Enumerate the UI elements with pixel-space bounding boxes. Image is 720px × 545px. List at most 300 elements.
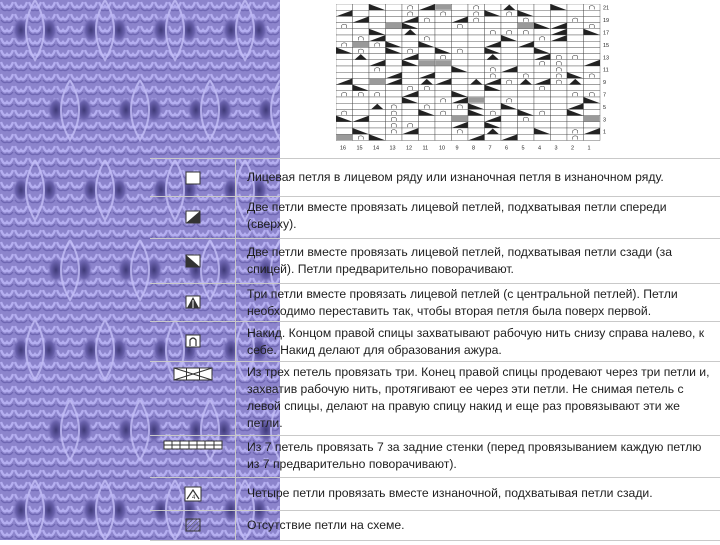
chart-cell [402, 41, 419, 47]
no-stitch-icon [150, 510, 235, 540]
chart-cell [551, 85, 568, 91]
chart-row-number: 15 [603, 42, 610, 49]
chart-cell [369, 78, 386, 84]
chart-cell [452, 78, 469, 84]
chart-cell [584, 91, 601, 97]
chart-cell [468, 122, 485, 128]
symbol-legend-table [150, 158, 720, 540]
chart-stitch-number: 9 [455, 145, 459, 152]
chart-cell [369, 41, 386, 47]
chart-cell [534, 134, 551, 140]
chart-cell [501, 116, 518, 122]
chart-cell [551, 66, 568, 72]
chart-cell [584, 60, 601, 66]
chart-cell [485, 23, 502, 29]
chart-cell [369, 128, 386, 134]
chart-cell [485, 122, 502, 128]
chart-cell [386, 23, 403, 29]
legend-row [150, 477, 720, 511]
chart-cell [534, 60, 551, 66]
chart-stitch-number: 2 [571, 145, 575, 152]
legend-text: Накид. Концом правой спицы захватывают рабочую нить снизу справа налево, к себе. Накид делают для образования ажура. [247, 326, 705, 357]
chart-cell [353, 47, 370, 53]
chart-cell [336, 122, 353, 128]
chart-cell [551, 54, 568, 60]
chart-cell [485, 4, 502, 10]
chart-cell [501, 35, 518, 41]
chart-cell [501, 109, 518, 115]
chart-cell [452, 122, 469, 128]
chart-cell [468, 85, 485, 91]
chart-cell [419, 128, 436, 134]
chart-cell [584, 47, 601, 53]
chart-cell [534, 16, 551, 22]
chart-cell [501, 47, 518, 53]
chart-cell [551, 72, 568, 78]
chart-cell [518, 41, 535, 47]
chart-cell [386, 41, 403, 47]
chart-cell [534, 66, 551, 72]
legend-text: Из трех петель провязать три. Конец правой спицы продевают через три петли и, захватив рабочую нить, протягивают ее через эти петли. Не снимая петель с левой спицы, делают на правую спицу накид и еще раз провязывают эти же петли. [247, 365, 710, 430]
chart-cell [534, 54, 551, 60]
chart-cell [567, 72, 584, 78]
chart-cell [369, 35, 386, 41]
chart-cell [567, 66, 584, 72]
chart-row-number: 17 [603, 30, 610, 37]
chart-cell [518, 97, 535, 103]
chart-cell [369, 54, 386, 60]
chart-cell [567, 103, 584, 109]
chart-stitch-number: 6 [505, 145, 509, 152]
chart-cell [551, 116, 568, 122]
chart-stitch-number: 11 [422, 145, 429, 152]
chart-cell [419, 29, 436, 35]
chart-cell [419, 35, 436, 41]
p4tog-back-icon [150, 477, 235, 510]
chart-cell [468, 116, 485, 122]
chart-cell [584, 97, 601, 103]
chart-cell [419, 60, 436, 66]
chart-cell [435, 23, 452, 29]
chart-cell [584, 29, 601, 35]
chart-cell [534, 91, 551, 97]
legend-row [150, 321, 720, 362]
chart-cell [402, 103, 419, 109]
chart-cell [534, 128, 551, 134]
chart-cell [584, 85, 601, 91]
legend-text: Две петли вместе провязать лицевой петлей, подхватывая петли спереди (сверху). [247, 200, 667, 231]
chart-cell [419, 134, 436, 140]
chart-cell [353, 72, 370, 78]
chart-cell [402, 134, 419, 140]
chart-cell [567, 134, 584, 140]
chart-cell [584, 4, 601, 10]
k2tog-front-icon [150, 195, 235, 238]
chart-cell [584, 122, 601, 128]
chart-cell [386, 116, 403, 122]
chart-cell [402, 47, 419, 53]
chart-cell [419, 4, 436, 10]
chart-cell [518, 128, 535, 134]
legend-row [150, 510, 720, 541]
chart-cell [518, 29, 535, 35]
chart-cell [551, 41, 568, 47]
chart-cell [501, 60, 518, 66]
chart-cell [567, 41, 584, 47]
chart-cell [468, 60, 485, 66]
chart-row-number: 13 [603, 55, 610, 62]
chart-cell [452, 85, 469, 91]
chart-cell [584, 109, 601, 115]
chart-cell [369, 16, 386, 22]
chart-cell [452, 10, 469, 16]
chart-cell [402, 72, 419, 78]
chart-cell [402, 91, 419, 97]
chart-cell [386, 54, 403, 60]
chart-cell [336, 97, 353, 103]
chart-cell [435, 78, 452, 84]
chart-cell [485, 109, 502, 115]
chart-cell [419, 23, 436, 29]
chart-cell [336, 60, 353, 66]
chart-cell [452, 91, 469, 97]
chart-cell [551, 122, 568, 128]
chart-cell [353, 10, 370, 16]
chart-cell [369, 60, 386, 66]
chart-cell [567, 78, 584, 84]
chart-cell [567, 85, 584, 91]
chart-cell [435, 122, 452, 128]
chart-cell [518, 35, 535, 41]
chart-cell [435, 66, 452, 72]
chart-row-number: 5 [603, 104, 607, 111]
chart-cell [369, 109, 386, 115]
chart-cell [501, 128, 518, 134]
chart-cell [369, 66, 386, 72]
chart-cell [336, 134, 353, 140]
chart-cell [534, 116, 551, 122]
chart-cell [452, 128, 469, 134]
chart-cell [452, 47, 469, 53]
chart-cell [518, 134, 535, 140]
chart-cell [534, 4, 551, 10]
chart-cell [534, 23, 551, 29]
chart-cell [584, 35, 601, 41]
chart-cell [501, 85, 518, 91]
chart-cell [518, 4, 535, 10]
chart-cell [353, 116, 370, 122]
chart-cell [485, 54, 502, 60]
chart-cell [353, 41, 370, 47]
chart-cell [336, 16, 353, 22]
chart-cell [501, 78, 518, 84]
chart-cell [419, 85, 436, 91]
chart-cell [551, 60, 568, 66]
chart-cell [468, 72, 485, 78]
chart-cell [534, 72, 551, 78]
chart-cell [336, 116, 353, 122]
k2tog-back-icon [150, 238, 235, 283]
chart-cell [353, 97, 370, 103]
chart-cell [501, 66, 518, 72]
chart-cell [336, 29, 353, 35]
chart-cell [485, 128, 502, 134]
chart-cell [518, 109, 535, 115]
chart-cell [386, 72, 403, 78]
chart-cell [452, 41, 469, 47]
chart-cell [369, 91, 386, 97]
chart-cell [386, 16, 403, 22]
chart-cell [468, 128, 485, 134]
chart-cell [452, 66, 469, 72]
chart-cell [485, 41, 502, 47]
chart-cell [452, 109, 469, 115]
chart-stitch-number: 7 [488, 145, 492, 152]
chart-cell [501, 41, 518, 47]
chart-cell [534, 47, 551, 53]
chart-cell [435, 4, 452, 10]
chart-cell [353, 54, 370, 60]
chart-cell [551, 47, 568, 53]
chart-cell [518, 85, 535, 91]
chart-stitch-number: 15 [356, 145, 363, 152]
chart-cell [468, 10, 485, 16]
knit-stitch-square-icon [150, 159, 235, 196]
chart-cell [567, 35, 584, 41]
chart-cell [435, 109, 452, 115]
chart-cell [435, 103, 452, 109]
chart-cell [435, 16, 452, 22]
chart-cell [567, 10, 584, 16]
chart-cell [419, 41, 436, 47]
chart-cell [336, 109, 353, 115]
chart-cell [402, 109, 419, 115]
chart-cell [485, 85, 502, 91]
chart-cell [584, 103, 601, 109]
chart-cell [468, 16, 485, 22]
chart-cell [468, 66, 485, 72]
chart-cell [518, 60, 535, 66]
chart-cell [336, 85, 353, 91]
chart-cell [485, 16, 502, 22]
chart-cell [518, 66, 535, 72]
chart-cell [369, 10, 386, 16]
chart-cell [353, 35, 370, 41]
seven-from-seven-icon [150, 435, 235, 477]
chart-cell [468, 103, 485, 109]
chart-cell [402, 66, 419, 72]
chart-cell [369, 23, 386, 29]
chart-cell [353, 109, 370, 115]
chart-cell [353, 134, 370, 140]
chart-cell [435, 134, 452, 140]
chart-cell [567, 122, 584, 128]
chart-cell [386, 97, 403, 103]
chart-cell [468, 41, 485, 47]
chart-cell [518, 91, 535, 97]
chart-cell [386, 35, 403, 41]
chart-cell [567, 29, 584, 35]
chart-cell [551, 35, 568, 41]
chart-cell [468, 23, 485, 29]
chart-stitch-number: 1 [587, 145, 591, 152]
chart-cell [386, 60, 403, 66]
chart-cell [518, 16, 535, 22]
chart-cell [353, 122, 370, 128]
chart-cell [402, 35, 419, 41]
chart-cell [353, 91, 370, 97]
chart-cell [567, 60, 584, 66]
chart-cell [584, 116, 601, 122]
chart-row-number: 1 [603, 129, 607, 136]
chart-cell [485, 78, 502, 84]
chart-cell [353, 128, 370, 134]
chart-cell [402, 23, 419, 29]
chart-cell [402, 60, 419, 66]
chart-cell [485, 134, 502, 140]
chart-cell [369, 116, 386, 122]
chart-cell [369, 103, 386, 109]
chart-cell [435, 35, 452, 41]
chart-cell [485, 60, 502, 66]
chart-cell [369, 97, 386, 103]
chart-cell [452, 29, 469, 35]
chart-cell [435, 91, 452, 97]
chart-cell [419, 97, 436, 103]
chart-cell [402, 4, 419, 10]
chart-cell [501, 29, 518, 35]
chart-cell [518, 72, 535, 78]
three-from-three-icon [150, 361, 235, 435]
chart-cell [402, 16, 419, 22]
chart-cell [584, 16, 601, 22]
chart-cell [419, 103, 436, 109]
chart-cell [551, 97, 568, 103]
chart-cell [402, 29, 419, 35]
chart-cell [534, 103, 551, 109]
chart-cell [452, 16, 469, 22]
chart-cell [518, 78, 535, 84]
chart-cell [435, 10, 452, 16]
chart-cell [336, 4, 353, 10]
chart-cell [584, 134, 601, 140]
chart-cell [386, 85, 403, 91]
chart-cell [386, 103, 403, 109]
knitting-chart-grid [336, 4, 616, 156]
chart-cell [336, 35, 353, 41]
chart-cell [386, 128, 403, 134]
chart-cell [336, 91, 353, 97]
chart-cell [353, 16, 370, 22]
chart-cell [501, 103, 518, 109]
chart-cell [419, 47, 436, 53]
chart-cell [584, 54, 601, 60]
chart-cell [353, 78, 370, 84]
chart-cell [386, 47, 403, 53]
chart-cell [485, 35, 502, 41]
chart-cell [452, 72, 469, 78]
chart-cell [551, 23, 568, 29]
svg-text:4: 4 [191, 494, 195, 501]
chart-cell [567, 128, 584, 134]
chart-cell [402, 128, 419, 134]
chart-cell [501, 122, 518, 128]
chart-cell [468, 35, 485, 41]
chart-cell [534, 35, 551, 41]
chart-cell [501, 97, 518, 103]
chart-cell [534, 78, 551, 84]
chart-cell [435, 29, 452, 35]
chart-cell [468, 29, 485, 35]
chart-cell [485, 29, 502, 35]
chart-cell [336, 66, 353, 72]
chart-cell [567, 23, 584, 29]
chart-cell [485, 116, 502, 122]
chart-cell [435, 128, 452, 134]
chart-cell [518, 122, 535, 128]
chart-cell [534, 122, 551, 128]
chart-cell [551, 78, 568, 84]
chart-cell [468, 47, 485, 53]
chart-stitch-number: 3 [554, 145, 558, 152]
chart-cell [435, 47, 452, 53]
chart-cell [369, 72, 386, 78]
chart-cell [419, 10, 436, 16]
chart-stitch-number: 8 [472, 145, 476, 152]
chart-cell [353, 103, 370, 109]
chart-cell [584, 23, 601, 29]
chart-cell [551, 16, 568, 22]
chart-cell [386, 4, 403, 10]
chart-cell [419, 78, 436, 84]
chart-cell [501, 4, 518, 10]
chart-cell [386, 66, 403, 72]
chart-cell [386, 122, 403, 128]
chart-cell [518, 103, 535, 109]
legend-row [150, 361, 720, 436]
chart-cell [468, 78, 485, 84]
chart-cell [452, 54, 469, 60]
chart-cell [567, 47, 584, 53]
chart-cell [336, 78, 353, 84]
chart-cell [584, 128, 601, 134]
chart-row-number: 21 [603, 5, 610, 12]
chart-cell [501, 16, 518, 22]
chart-cell [402, 122, 419, 128]
chart-cell [584, 41, 601, 47]
chart-stitch-number: 13 [389, 145, 396, 152]
chart-cell [419, 72, 436, 78]
chart-cell [336, 47, 353, 53]
chart-cell [369, 85, 386, 91]
chart-cell [584, 66, 601, 72]
chart-cell [501, 23, 518, 29]
legend-row [150, 283, 720, 322]
chart-cell [584, 72, 601, 78]
chart-cell [386, 10, 403, 16]
chart-stitch-number: 14 [373, 145, 380, 152]
chart-cell [419, 109, 436, 115]
chart-cell [369, 29, 386, 35]
chart-cell [551, 109, 568, 115]
chart-cell [534, 41, 551, 47]
chart-cell [567, 109, 584, 115]
chart-cell [485, 97, 502, 103]
chart-cell [584, 10, 601, 16]
chart-cell [452, 116, 469, 122]
chart-cell [501, 72, 518, 78]
chart-cell [402, 97, 419, 103]
